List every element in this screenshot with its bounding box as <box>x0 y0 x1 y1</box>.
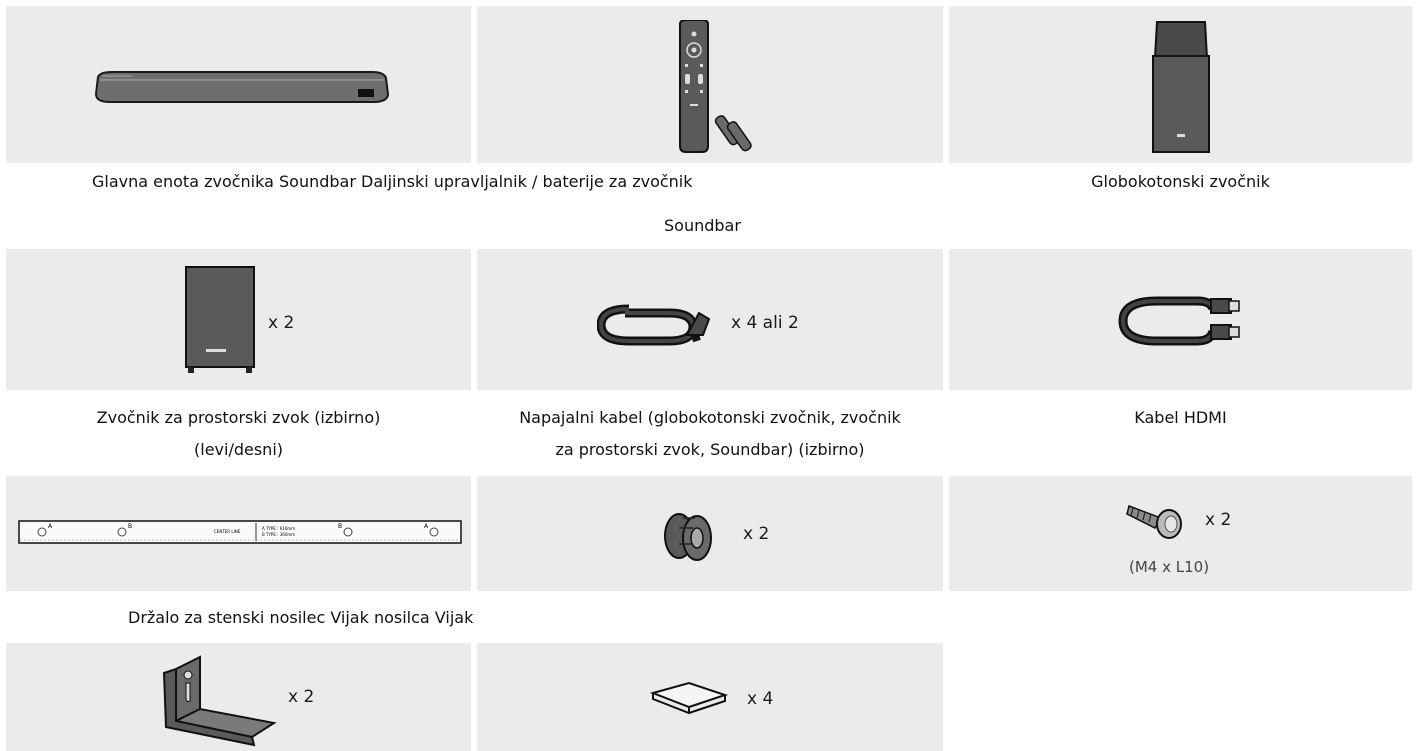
guide-label-b1: B <box>128 523 133 530</box>
caption-surround-line2: (levi/desni) <box>194 440 283 459</box>
cell-subwoofer <box>949 6 1412 163</box>
cell-soundbar <box>6 6 471 163</box>
cell-wall-guide <box>6 476 471 591</box>
wall-bracket-quantity: x 2 <box>288 687 315 707</box>
cell-remote <box>477 6 943 163</box>
screw-spec: (M4 x L10) <box>1129 558 1210 576</box>
caption-row3: Držalo za stenski nosilec Vijak nosilca Vijak <box>128 608 474 627</box>
wall-mount-guide-icon <box>18 520 462 546</box>
guide-label-center: CENTER LINE <box>214 529 241 534</box>
soundbar-icon <box>92 68 392 108</box>
caption-surround-line1: Zvočnik za prostorski zvok (izbirno) <box>96 408 381 427</box>
caption-power-cable-line2: za prostorski zvok, Soundbar) (izbirno) <box>555 440 865 459</box>
cell-power-cable <box>477 249 943 390</box>
pad-icon <box>649 679 729 717</box>
caption-soundbar-remote: Glavna enota zvočnika Soundbar Daljinski upravljalnik / baterije za zvočnik <box>92 172 693 191</box>
caption-power-cable <box>477 402 943 466</box>
screw-holder-icon <box>657 508 723 564</box>
cell-wall-bracket <box>6 643 471 751</box>
guide-label-type-b: B TYPE : 360mm <box>262 532 296 537</box>
remote-control-icon <box>672 20 762 160</box>
surround-quantity: x 2 <box>268 313 295 333</box>
guide-label-a2: A <box>424 523 429 530</box>
screw-quantity: x 2 <box>1205 510 1232 530</box>
pad-quantity: x 4 <box>747 689 774 709</box>
power-cable-icon <box>597 299 717 349</box>
caption-hdmi: Kabel HDMI <box>1134 408 1227 427</box>
guide-label-b2: B <box>338 523 343 530</box>
guide-label-a1: A <box>48 523 53 530</box>
surround-speaker-icon <box>184 265 258 377</box>
cell-screw-holder <box>477 476 943 591</box>
screw-icon <box>1125 496 1189 540</box>
caption-subwoofer: Globokotonski zvočnik <box>1091 172 1270 191</box>
caption-power-cable-line1: Napajalni kabel (globokotonski zvočnik, zvočnik <box>519 408 901 427</box>
hdmi-cable-icon <box>1117 293 1247 349</box>
guide-label-type-a: A TYPE : 616mm <box>262 526 296 531</box>
cell-pad <box>477 643 943 751</box>
wall-bracket-icon <box>158 653 278 749</box>
screw-holder-quantity: x 2 <box>743 524 770 544</box>
cell-hdmi <box>949 249 1412 390</box>
caption-remote-cont: Soundbar <box>664 216 741 235</box>
cell-screw <box>949 476 1412 591</box>
power-cable-quantity: x 4 ali 2 <box>731 313 799 333</box>
caption-surround <box>6 402 471 466</box>
cell-surround <box>6 249 471 390</box>
subwoofer-icon <box>1147 18 1215 158</box>
